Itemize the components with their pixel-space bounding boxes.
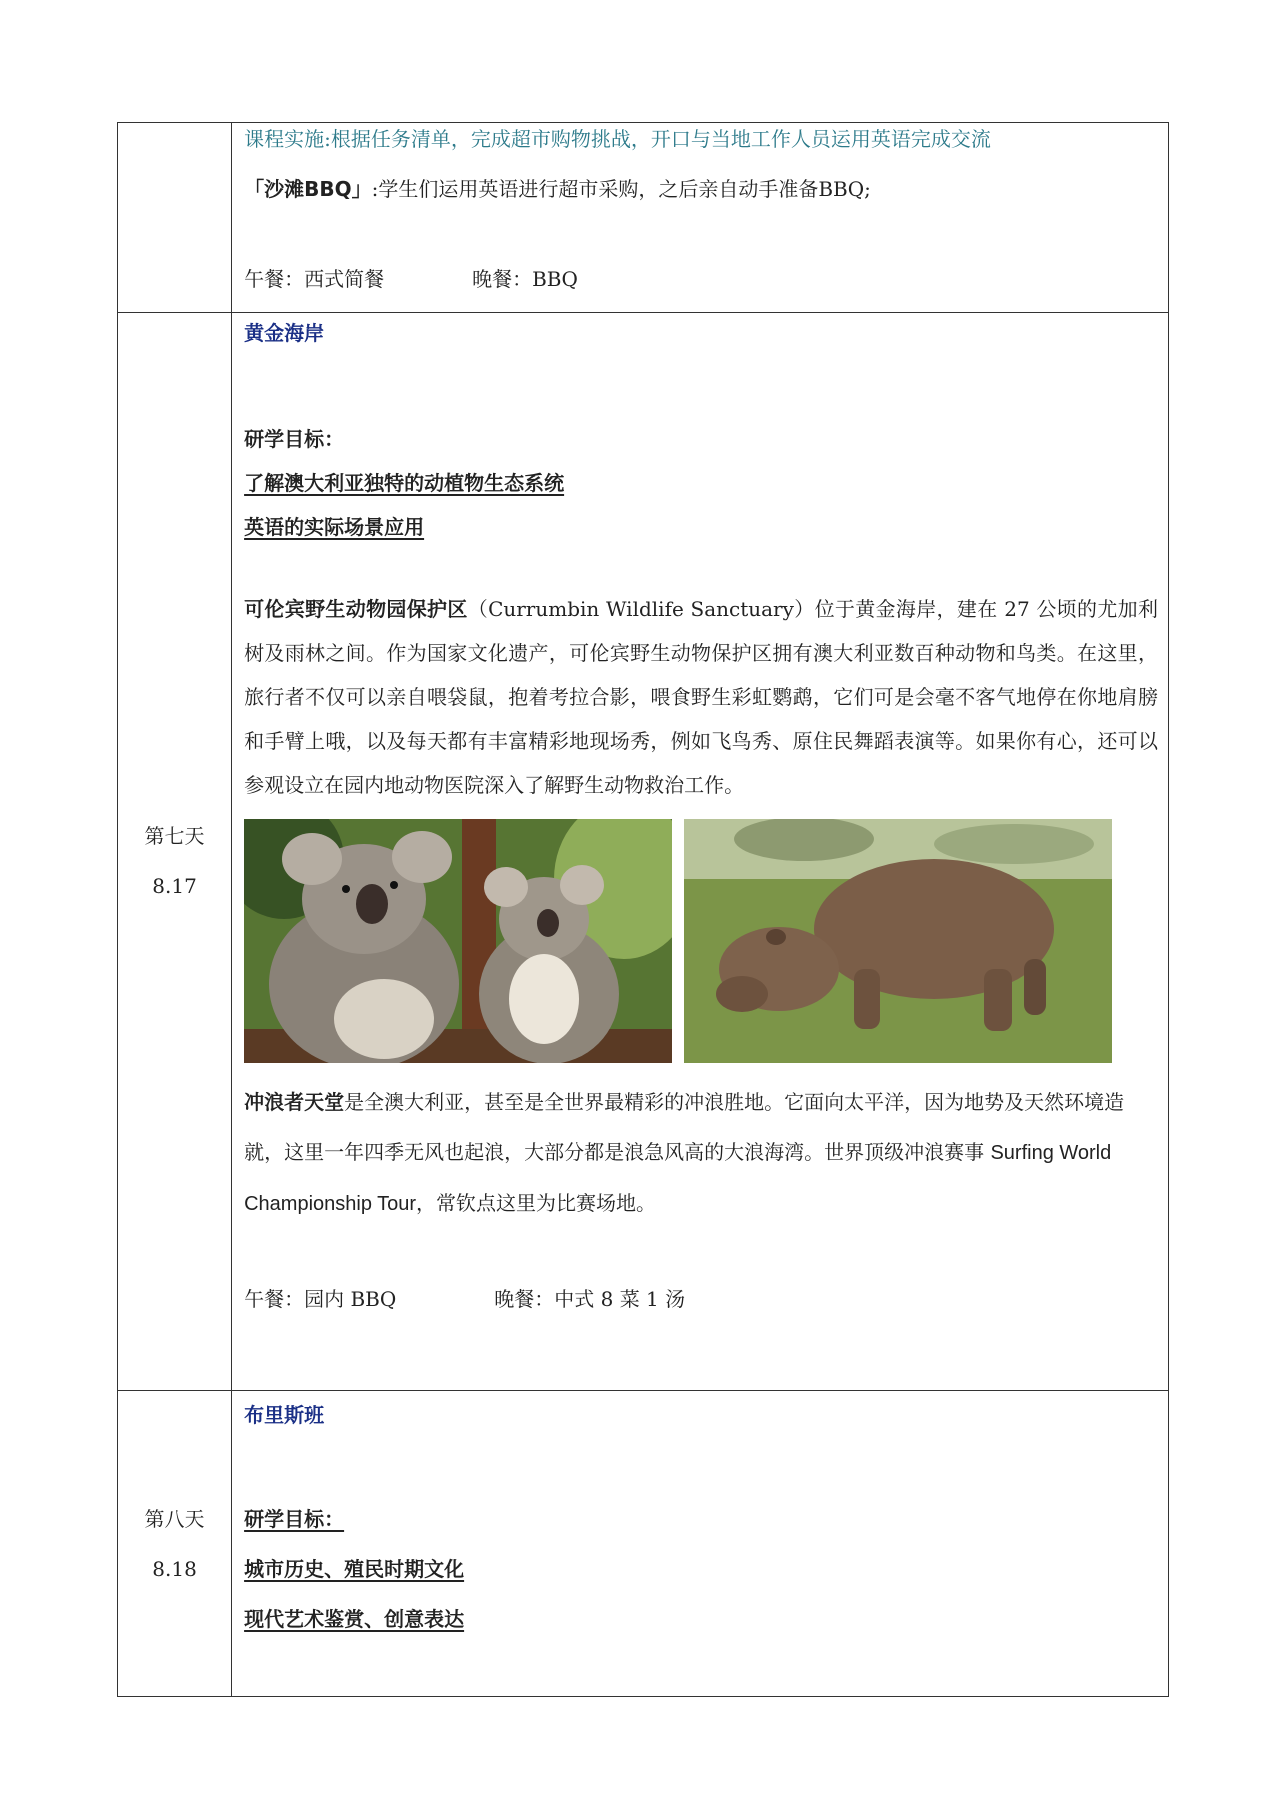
place-title-day8: 布里斯班 bbox=[244, 1403, 325, 1427]
course-line: 课程实施:根据任务清单，完成超市购物挑战，开口与当地工作人员运用英语完成交流 bbox=[244, 127, 991, 151]
place-title: 黄金海岸 bbox=[244, 321, 325, 345]
goal-title: 研学目标： bbox=[244, 427, 345, 451]
lunch-text: 午餐：西式简餐 bbox=[244, 267, 385, 291]
day-label: 第七天 bbox=[144, 823, 205, 848]
bbq-title: 「沙滩BBQ」 bbox=[244, 177, 372, 201]
schedule-table bbox=[117, 122, 1169, 1697]
goal-item-1-day8: 城市历史、殖民时期文化 bbox=[244, 1557, 465, 1581]
content-cell-day8 bbox=[232, 1391, 1169, 1697]
content-cell bbox=[232, 123, 1169, 313]
meal-line bbox=[244, 257, 1168, 301]
goal-item-2-day8: 现代艺术鉴赏、创意表达 bbox=[244, 1607, 465, 1631]
photo-row bbox=[244, 819, 1158, 1063]
goal-item-2: 英语的实际场景应用 bbox=[244, 515, 425, 539]
surfers-paragraph bbox=[244, 1077, 1158, 1229]
date-label-day8: 8.18 bbox=[152, 1556, 197, 1581]
surfers-name: 冲浪者天堂 bbox=[244, 1090, 345, 1114]
capybara-photo bbox=[684, 819, 1112, 1063]
koala-photo bbox=[244, 819, 672, 1063]
day-cell-day8 bbox=[118, 1391, 232, 1697]
dinner-text: 晚餐：BBQ bbox=[472, 267, 578, 291]
surfers-event: Surfing World Championship Tour bbox=[244, 1142, 1112, 1215]
surfers-text-b: ，常钦点这里为比赛场地。 bbox=[416, 1191, 657, 1215]
lunch-text-day7: 午餐：园内 BBQ bbox=[244, 1287, 397, 1311]
content-cell-day7 bbox=[232, 313, 1169, 1391]
capybara-illustration bbox=[684, 819, 1112, 1063]
date-label: 8.17 bbox=[152, 873, 197, 898]
day-cell-empty bbox=[118, 123, 232, 313]
goal-title-day8: 研学目标： bbox=[244, 1507, 345, 1531]
schedule-row-continued bbox=[118, 123, 1169, 313]
schedule-row-day7 bbox=[118, 313, 1169, 1391]
day-label-day8: 第八天 bbox=[144, 1506, 205, 1531]
goal-item-1: 了解澳大利亚独特的动植物生态系统 bbox=[244, 471, 565, 495]
sanctuary-paragraph bbox=[244, 587, 1158, 807]
bbq-line bbox=[244, 167, 1168, 211]
koala-illustration bbox=[244, 819, 672, 1063]
bbq-text: :学生们运用英语进行超市采购，之后亲自动手准备BBQ; bbox=[371, 177, 871, 201]
day-cell-day7 bbox=[118, 313, 232, 1391]
sanctuary-name: 可伦宾野生动物园保护区 bbox=[244, 597, 468, 621]
dinner-text-day7: 晚餐：中式 8 菜 1 汤 bbox=[494, 1287, 686, 1311]
surfers-text-a: 是全澳大利亚，甚至是全世界最精彩的冲浪胜地。它面向太平洋，因为地势及天然环境造就，这里一年四季无风也起浪，大部分都是浪急风高的大浪海湾。世界顶级冲浪赛事 bbox=[244, 1090, 1125, 1164]
sanctuary-text: （Currumbin Wildlife Sanctuary）位于黄金海岸，建在 27 公顷的尤加利树及雨林之间。作为国家文化遗产，可伦宾野生动物保护区拥有澳大利亚数百种动物和鸟类。在这里，旅行者不仅可以亲自喂袋鼠，抱着考拉合影，喂食野生彩虹鹦鹉，它们可是会毫不客气地停在你地肩膀和手臂上哦，以及每天都有丰富精彩地现场秀，例如飞鸟秀、原住民舞蹈表演等。如果你有心，还可以参观设立在园内地动物医院深入了解野生动物救治工作。 bbox=[244, 597, 1159, 797]
meal-line-day7 bbox=[244, 1277, 1158, 1321]
schedule-row-day8 bbox=[118, 1391, 1169, 1697]
